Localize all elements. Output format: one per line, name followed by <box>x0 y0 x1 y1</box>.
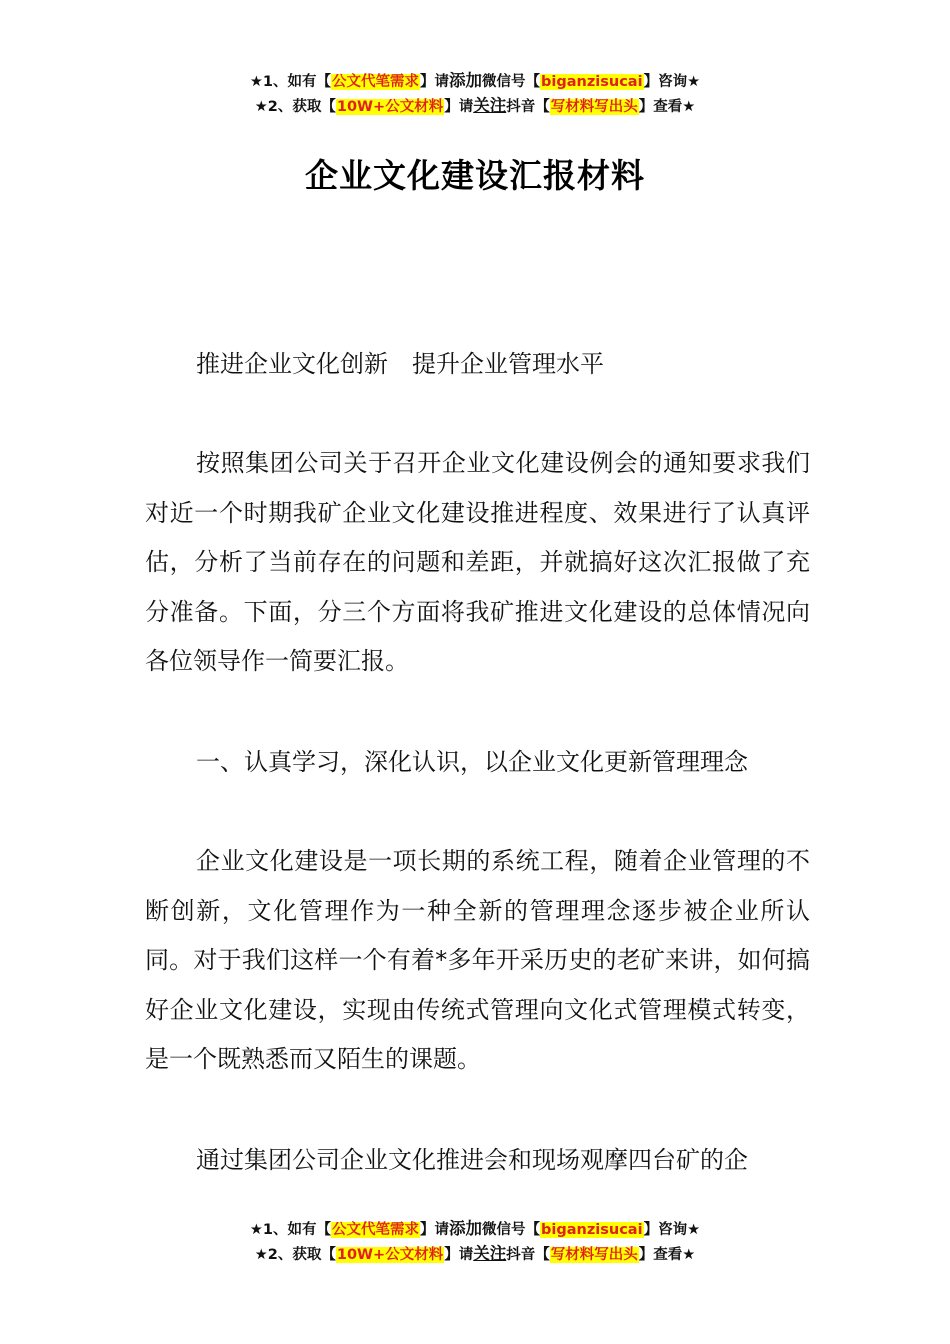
body-paragraph-3 <box>145 1136 810 1186</box>
body-paragraph-2 <box>145 837 810 1085</box>
document-title: 企业文化建设汇报材料 <box>305 156 645 195</box>
promo-line-2: ★2、获取【10W+公文材料】请关注抖音【写材料写出头】查看★ <box>254 1244 696 1263</box>
douyin-id-highlight: 写材料写出头 <box>550 99 638 115</box>
paragraph-text: 按照集团公司关于召开企业文化建设例会的通知要求我们对近一个时期我矿企业文化建设推进程度、效果进行了认真评估，分析了当前存在的问题和差距，并就搞好这次汇报做了充分准备。下面，分三个方面将我矿推进文化建设的总体情况向各位领导作一简要汇报。 <box>145 449 810 675</box>
promo-banner-bottom <box>0 1217 950 1267</box>
promo-highlight: 公文代笔需求 <box>332 74 420 90</box>
document-subtitle: 推进企业文化创新 提升企业管理水平 <box>196 350 604 378</box>
douyin-id-highlight: 写材料写出头 <box>550 1247 638 1263</box>
promo-highlight: 10W+公文材料 <box>336 1247 444 1263</box>
promo-line-1: ★1、如有【公文代笔需求】请添加微信号【biganzisucai】咨询★ <box>249 71 701 90</box>
paragraph-text: 通过集团公司企业文化推进会和现场观摩四台矿的企 <box>196 1146 748 1174</box>
promo-highlight: 10W+公文材料 <box>336 99 444 115</box>
section-heading-1: 一、认真学习，深化认识，以企业文化更新管理理念 <box>196 748 748 776</box>
wechat-id-highlight: biganzisucai <box>541 74 643 90</box>
body-paragraph-1 <box>145 439 810 687</box>
wechat-id-highlight: biganzisucai <box>541 1222 643 1238</box>
paragraph-text: 企业文化建设是一项长期的系统工程，随着企业管理的不断创新，文化管理作为一种全新的管理理念逐步被企业所认同。对于我们这样一个有着*多年开采历史的老矿来讲，如何搞好企业文化建设，实现由传统式管理向文化式管理模式转变，是一个既熟悉而又陌生的课题。 <box>145 847 810 1073</box>
promo-highlight: 公文代笔需求 <box>332 1222 420 1238</box>
promo-banner-top <box>0 69 950 119</box>
promo-line-1: ★1、如有【公文代笔需求】请添加微信号【biganzisucai】咨询★ <box>249 1219 701 1238</box>
promo-line-2: ★2、获取【10W+公文材料】请关注抖音【写材料写出头】查看★ <box>254 96 696 115</box>
